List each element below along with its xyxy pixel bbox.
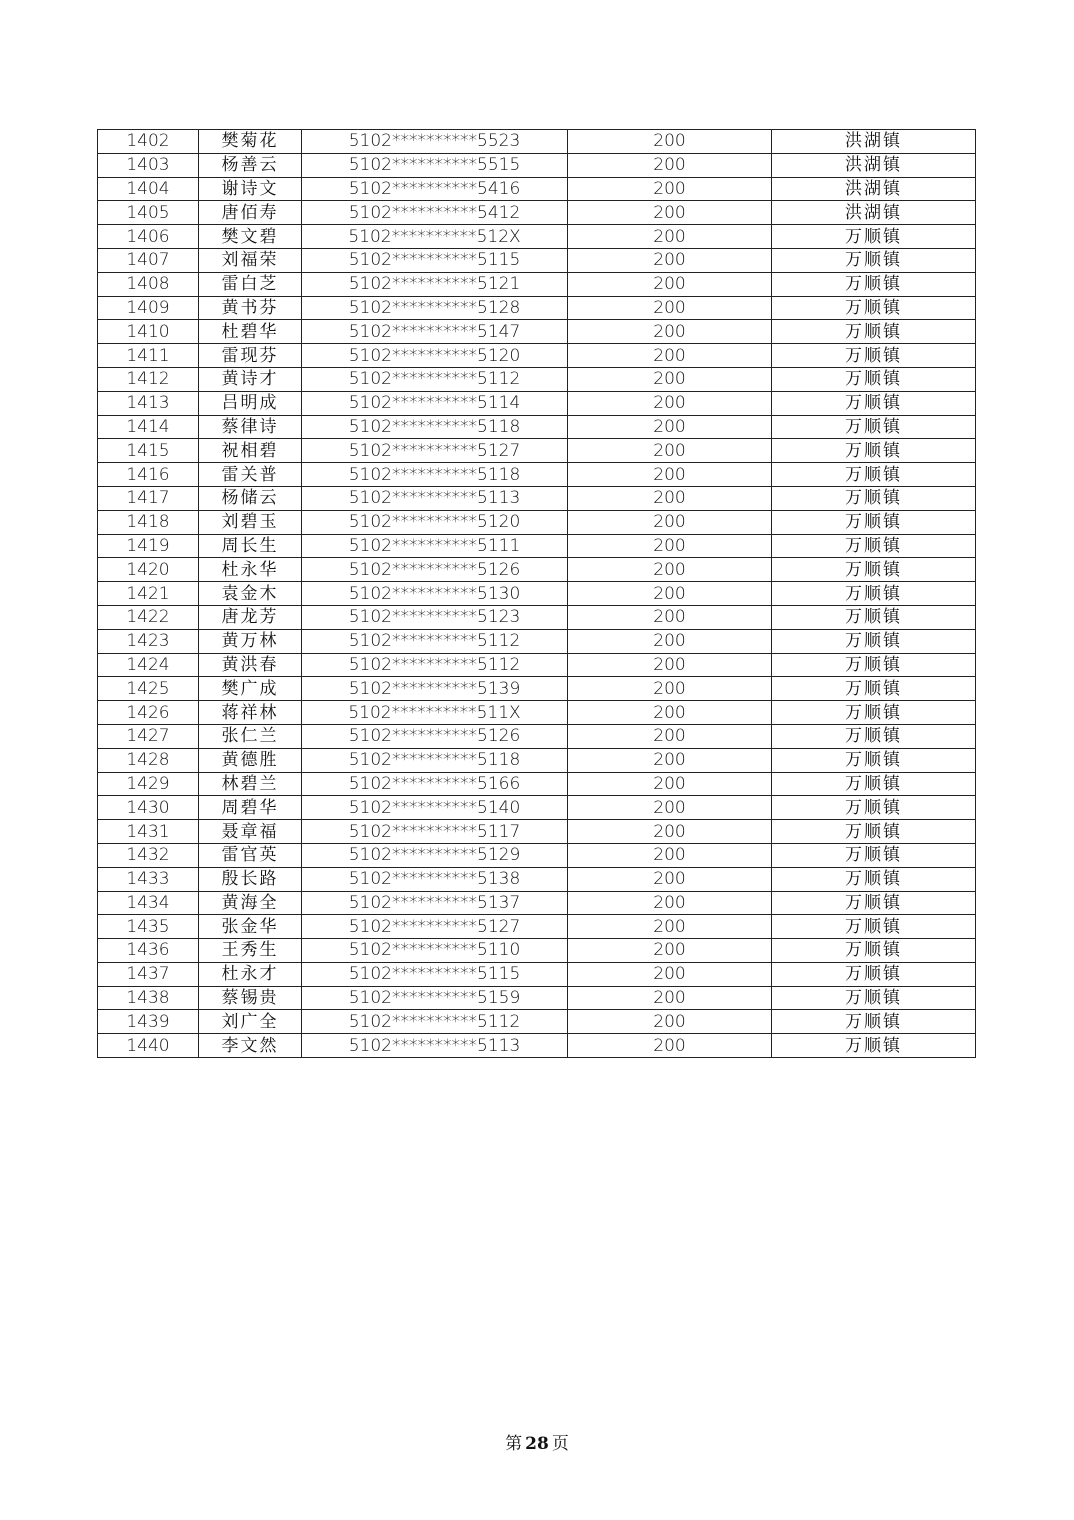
cell-amount: 200 bbox=[568, 1010, 772, 1034]
cell-town: 万顺镇 bbox=[772, 843, 976, 867]
table-row bbox=[98, 939, 976, 963]
cell-serial-number: 1421 bbox=[98, 582, 199, 606]
cell-name: 唐龙芳 bbox=[199, 605, 302, 629]
table-row bbox=[98, 367, 976, 391]
cell-name: 杨善云 bbox=[199, 153, 302, 177]
cell-id-number: 5102**********5112 bbox=[302, 1010, 568, 1034]
cell-name: 刘碧玉 bbox=[199, 510, 302, 534]
table-row bbox=[98, 558, 976, 582]
cell-id-number: 5102**********5110 bbox=[302, 939, 568, 963]
table-row bbox=[98, 272, 976, 296]
cell-amount: 200 bbox=[568, 415, 772, 439]
cell-town: 万顺镇 bbox=[772, 748, 976, 772]
cell-amount: 200 bbox=[568, 320, 772, 344]
cell-serial-number: 1423 bbox=[98, 629, 199, 653]
cell-name: 黄海全 bbox=[199, 891, 302, 915]
cell-amount: 200 bbox=[568, 153, 772, 177]
cell-amount: 200 bbox=[568, 367, 772, 391]
cell-amount: 200 bbox=[568, 701, 772, 725]
cell-amount: 200 bbox=[568, 820, 772, 844]
cell-id-number: 5102**********5112 bbox=[302, 653, 568, 677]
cell-amount: 200 bbox=[568, 962, 772, 986]
cell-name: 樊菊花 bbox=[199, 130, 302, 154]
cell-amount: 200 bbox=[568, 605, 772, 629]
table-row bbox=[98, 796, 976, 820]
cell-serial-number: 1419 bbox=[98, 534, 199, 558]
cell-name: 林碧兰 bbox=[199, 772, 302, 796]
cell-id-number: 5102**********5138 bbox=[302, 867, 568, 891]
cell-id-number: 5102**********5112 bbox=[302, 629, 568, 653]
cell-town: 万顺镇 bbox=[772, 962, 976, 986]
cell-id-number: 5102**********512X bbox=[302, 225, 568, 249]
cell-amount: 200 bbox=[568, 344, 772, 368]
cell-name: 殷长路 bbox=[199, 867, 302, 891]
cell-town: 万顺镇 bbox=[772, 415, 976, 439]
cell-name: 李文然 bbox=[199, 1034, 302, 1058]
page-suffix: 页 bbox=[551, 1434, 569, 1454]
cell-town: 洪湖镇 bbox=[772, 177, 976, 201]
cell-serial-number: 1409 bbox=[98, 296, 199, 320]
cell-amount: 200 bbox=[568, 629, 772, 653]
table-row bbox=[98, 153, 976, 177]
cell-name: 周碧华 bbox=[199, 796, 302, 820]
cell-id-number: 5102**********5121 bbox=[302, 272, 568, 296]
page-number: 28 bbox=[525, 1434, 549, 1454]
cell-town: 万顺镇 bbox=[772, 796, 976, 820]
cell-id-number: 5102**********5130 bbox=[302, 582, 568, 606]
cell-amount: 200 bbox=[568, 177, 772, 201]
cell-serial-number: 1433 bbox=[98, 867, 199, 891]
cell-id-number: 5102**********5139 bbox=[302, 677, 568, 701]
cell-amount: 200 bbox=[568, 986, 772, 1010]
cell-name: 黄洪春 bbox=[199, 653, 302, 677]
cell-amount: 200 bbox=[568, 772, 772, 796]
cell-serial-number: 1430 bbox=[98, 796, 199, 820]
cell-serial-number: 1424 bbox=[98, 653, 199, 677]
cell-amount: 200 bbox=[568, 296, 772, 320]
cell-name: 黄万林 bbox=[199, 629, 302, 653]
cell-name: 黄德胜 bbox=[199, 748, 302, 772]
cell-serial-number: 1428 bbox=[98, 748, 199, 772]
cell-serial-number: 1439 bbox=[98, 1010, 199, 1034]
cell-town: 万顺镇 bbox=[772, 558, 976, 582]
cell-town: 万顺镇 bbox=[772, 653, 976, 677]
table-row bbox=[98, 748, 976, 772]
table-row bbox=[98, 415, 976, 439]
table-row bbox=[98, 891, 976, 915]
cell-name: 刘广全 bbox=[199, 1010, 302, 1034]
beneficiary-table-container bbox=[97, 129, 975, 1058]
cell-name: 王秀生 bbox=[199, 939, 302, 963]
cell-serial-number: 1413 bbox=[98, 391, 199, 415]
table-row bbox=[98, 296, 976, 320]
cell-serial-number: 1435 bbox=[98, 915, 199, 939]
cell-town: 万顺镇 bbox=[772, 320, 976, 344]
cell-id-number: 5102**********5112 bbox=[302, 367, 568, 391]
cell-serial-number: 1403 bbox=[98, 153, 199, 177]
cell-id-number: 5102**********5111 bbox=[302, 534, 568, 558]
cell-town: 万顺镇 bbox=[772, 724, 976, 748]
table-row bbox=[98, 534, 976, 558]
cell-name: 雷官英 bbox=[199, 843, 302, 867]
table-body bbox=[98, 130, 976, 1058]
cell-name: 杜永才 bbox=[199, 962, 302, 986]
table-row bbox=[98, 701, 976, 725]
cell-serial-number: 1417 bbox=[98, 486, 199, 510]
cell-serial-number: 1436 bbox=[98, 939, 199, 963]
table-row bbox=[98, 177, 976, 201]
cell-name: 黄诗才 bbox=[199, 367, 302, 391]
cell-serial-number: 1420 bbox=[98, 558, 199, 582]
cell-id-number: 5102**********5115 bbox=[302, 248, 568, 272]
table-row bbox=[98, 867, 976, 891]
cell-name: 周长生 bbox=[199, 534, 302, 558]
cell-id-number: 5102**********5129 bbox=[302, 843, 568, 867]
cell-town: 万顺镇 bbox=[772, 867, 976, 891]
cell-serial-number: 1407 bbox=[98, 248, 199, 272]
cell-town: 万顺镇 bbox=[772, 463, 976, 487]
cell-amount: 200 bbox=[568, 558, 772, 582]
cell-town: 万顺镇 bbox=[772, 534, 976, 558]
table-row bbox=[98, 1010, 976, 1034]
cell-town: 万顺镇 bbox=[772, 677, 976, 701]
table-row bbox=[98, 201, 976, 225]
cell-town: 万顺镇 bbox=[772, 701, 976, 725]
cell-id-number: 5102**********5523 bbox=[302, 130, 568, 154]
table-row bbox=[98, 962, 976, 986]
cell-amount: 200 bbox=[568, 391, 772, 415]
cell-id-number: 5102**********5113 bbox=[302, 486, 568, 510]
cell-serial-number: 1438 bbox=[98, 986, 199, 1010]
cell-serial-number: 1405 bbox=[98, 201, 199, 225]
cell-town: 洪湖镇 bbox=[772, 201, 976, 225]
table-row bbox=[98, 248, 976, 272]
cell-id-number: 5102**********5412 bbox=[302, 201, 568, 225]
cell-id-number: 5102**********5114 bbox=[302, 391, 568, 415]
cell-town: 万顺镇 bbox=[772, 1010, 976, 1034]
cell-id-number: 5102**********5137 bbox=[302, 891, 568, 915]
cell-amount: 200 bbox=[568, 510, 772, 534]
cell-serial-number: 1406 bbox=[98, 225, 199, 249]
cell-amount: 200 bbox=[568, 534, 772, 558]
cell-serial-number: 1412 bbox=[98, 367, 199, 391]
cell-serial-number: 1415 bbox=[98, 439, 199, 463]
cell-name: 蔡律诗 bbox=[199, 415, 302, 439]
cell-name: 雷现芬 bbox=[199, 344, 302, 368]
cell-town: 万顺镇 bbox=[772, 248, 976, 272]
cell-name: 樊文碧 bbox=[199, 225, 302, 249]
cell-id-number: 5102**********5159 bbox=[302, 986, 568, 1010]
cell-town: 万顺镇 bbox=[772, 891, 976, 915]
table-row bbox=[98, 130, 976, 154]
cell-town: 洪湖镇 bbox=[772, 153, 976, 177]
cell-id-number: 5102**********5117 bbox=[302, 820, 568, 844]
cell-serial-number: 1416 bbox=[98, 463, 199, 487]
cell-amount: 200 bbox=[568, 867, 772, 891]
table-row bbox=[98, 439, 976, 463]
cell-serial-number: 1431 bbox=[98, 820, 199, 844]
cell-town: 万顺镇 bbox=[772, 344, 976, 368]
cell-name: 聂章福 bbox=[199, 820, 302, 844]
cell-id-number: 5102**********5147 bbox=[302, 320, 568, 344]
cell-name: 吕明成 bbox=[199, 391, 302, 415]
table-row bbox=[98, 463, 976, 487]
table-row bbox=[98, 986, 976, 1010]
cell-town: 万顺镇 bbox=[772, 510, 976, 534]
cell-amount: 200 bbox=[568, 939, 772, 963]
table-row bbox=[98, 724, 976, 748]
cell-town: 万顺镇 bbox=[772, 986, 976, 1010]
cell-name: 杜碧华 bbox=[199, 320, 302, 344]
cell-id-number: 5102**********5126 bbox=[302, 724, 568, 748]
cell-name: 祝相碧 bbox=[199, 439, 302, 463]
cell-serial-number: 1427 bbox=[98, 724, 199, 748]
cell-town: 万顺镇 bbox=[772, 939, 976, 963]
cell-serial-number: 1434 bbox=[98, 891, 199, 915]
cell-town: 万顺镇 bbox=[772, 1034, 976, 1058]
cell-town: 万顺镇 bbox=[772, 391, 976, 415]
cell-amount: 200 bbox=[568, 225, 772, 249]
cell-name: 樊广成 bbox=[199, 677, 302, 701]
cell-id-number: 5102**********5166 bbox=[302, 772, 568, 796]
cell-town: 万顺镇 bbox=[772, 296, 976, 320]
cell-amount: 200 bbox=[568, 486, 772, 510]
cell-amount: 200 bbox=[568, 843, 772, 867]
cell-name: 杜永华 bbox=[199, 558, 302, 582]
table-row bbox=[98, 510, 976, 534]
table-row bbox=[98, 820, 976, 844]
cell-name: 唐佰寿 bbox=[199, 201, 302, 225]
cell-serial-number: 1422 bbox=[98, 605, 199, 629]
cell-town: 万顺镇 bbox=[772, 629, 976, 653]
table-row bbox=[98, 915, 976, 939]
cell-name: 黄书芬 bbox=[199, 296, 302, 320]
cell-amount: 200 bbox=[568, 915, 772, 939]
page-prefix: 第 bbox=[505, 1434, 523, 1454]
cell-name: 张仁兰 bbox=[199, 724, 302, 748]
cell-town: 万顺镇 bbox=[772, 486, 976, 510]
cell-id-number: 5102**********5113 bbox=[302, 1034, 568, 1058]
cell-id-number: 5102**********5128 bbox=[302, 296, 568, 320]
cell-id-number: 5102**********5118 bbox=[302, 415, 568, 439]
cell-serial-number: 1404 bbox=[98, 177, 199, 201]
cell-amount: 200 bbox=[568, 796, 772, 820]
cell-amount: 200 bbox=[568, 677, 772, 701]
cell-town: 万顺镇 bbox=[772, 915, 976, 939]
cell-id-number: 5102**********511X bbox=[302, 701, 568, 725]
cell-serial-number: 1418 bbox=[98, 510, 199, 534]
cell-id-number: 5102**********5118 bbox=[302, 463, 568, 487]
cell-serial-number: 1402 bbox=[98, 130, 199, 154]
cell-name: 杨储云 bbox=[199, 486, 302, 510]
cell-name: 刘福荣 bbox=[199, 248, 302, 272]
cell-id-number: 5102**********5118 bbox=[302, 748, 568, 772]
cell-town: 万顺镇 bbox=[772, 439, 976, 463]
cell-id-number: 5102**********5120 bbox=[302, 510, 568, 534]
cell-amount: 200 bbox=[568, 272, 772, 296]
cell-town: 万顺镇 bbox=[772, 272, 976, 296]
table-row bbox=[98, 653, 976, 677]
cell-id-number: 5102**********5127 bbox=[302, 915, 568, 939]
table-row bbox=[98, 605, 976, 629]
cell-town: 万顺镇 bbox=[772, 772, 976, 796]
table-row bbox=[98, 582, 976, 606]
cell-serial-number: 1429 bbox=[98, 772, 199, 796]
cell-name: 蒋祥林 bbox=[199, 701, 302, 725]
cell-name: 蔡锡贵 bbox=[199, 986, 302, 1010]
cell-town: 万顺镇 bbox=[772, 225, 976, 249]
cell-amount: 200 bbox=[568, 891, 772, 915]
cell-serial-number: 1440 bbox=[98, 1034, 199, 1058]
cell-town: 万顺镇 bbox=[772, 820, 976, 844]
cell-amount: 200 bbox=[568, 463, 772, 487]
cell-amount: 200 bbox=[568, 748, 772, 772]
cell-town: 万顺镇 bbox=[772, 582, 976, 606]
cell-amount: 200 bbox=[568, 1034, 772, 1058]
cell-id-number: 5102**********5115 bbox=[302, 962, 568, 986]
cell-amount: 200 bbox=[568, 439, 772, 463]
cell-town: 万顺镇 bbox=[772, 367, 976, 391]
beneficiary-table bbox=[97, 129, 976, 1058]
cell-id-number: 5102**********5123 bbox=[302, 605, 568, 629]
cell-id-number: 5102**********5416 bbox=[302, 177, 568, 201]
cell-name: 谢诗文 bbox=[199, 177, 302, 201]
table-row bbox=[98, 486, 976, 510]
cell-id-number: 5102**********5140 bbox=[302, 796, 568, 820]
cell-serial-number: 1437 bbox=[98, 962, 199, 986]
table-row bbox=[98, 225, 976, 249]
cell-id-number: 5102**********5127 bbox=[302, 439, 568, 463]
table-row bbox=[98, 320, 976, 344]
cell-id-number: 5102**********5515 bbox=[302, 153, 568, 177]
table-row bbox=[98, 1034, 976, 1058]
cell-serial-number: 1426 bbox=[98, 701, 199, 725]
cell-id-number: 5102**********5126 bbox=[302, 558, 568, 582]
cell-serial-number: 1425 bbox=[98, 677, 199, 701]
cell-name: 张金华 bbox=[199, 915, 302, 939]
cell-amount: 200 bbox=[568, 653, 772, 677]
cell-name: 雷白芝 bbox=[199, 272, 302, 296]
cell-amount: 200 bbox=[568, 582, 772, 606]
table-row bbox=[98, 772, 976, 796]
table-row bbox=[98, 843, 976, 867]
table-row bbox=[98, 344, 976, 368]
cell-amount: 200 bbox=[568, 248, 772, 272]
cell-amount: 200 bbox=[568, 201, 772, 225]
table-row bbox=[98, 391, 976, 415]
page-footer bbox=[0, 1429, 1074, 1454]
cell-serial-number: 1408 bbox=[98, 272, 199, 296]
cell-amount: 200 bbox=[568, 130, 772, 154]
cell-serial-number: 1410 bbox=[98, 320, 199, 344]
cell-serial-number: 1414 bbox=[98, 415, 199, 439]
table-row bbox=[98, 677, 976, 701]
cell-name: 雷关普 bbox=[199, 463, 302, 487]
cell-town: 洪湖镇 bbox=[772, 130, 976, 154]
cell-town: 万顺镇 bbox=[772, 605, 976, 629]
cell-serial-number: 1411 bbox=[98, 344, 199, 368]
cell-serial-number: 1432 bbox=[98, 843, 199, 867]
table-row bbox=[98, 629, 976, 653]
cell-amount: 200 bbox=[568, 724, 772, 748]
cell-name: 袁金木 bbox=[199, 582, 302, 606]
cell-id-number: 5102**********5120 bbox=[302, 344, 568, 368]
